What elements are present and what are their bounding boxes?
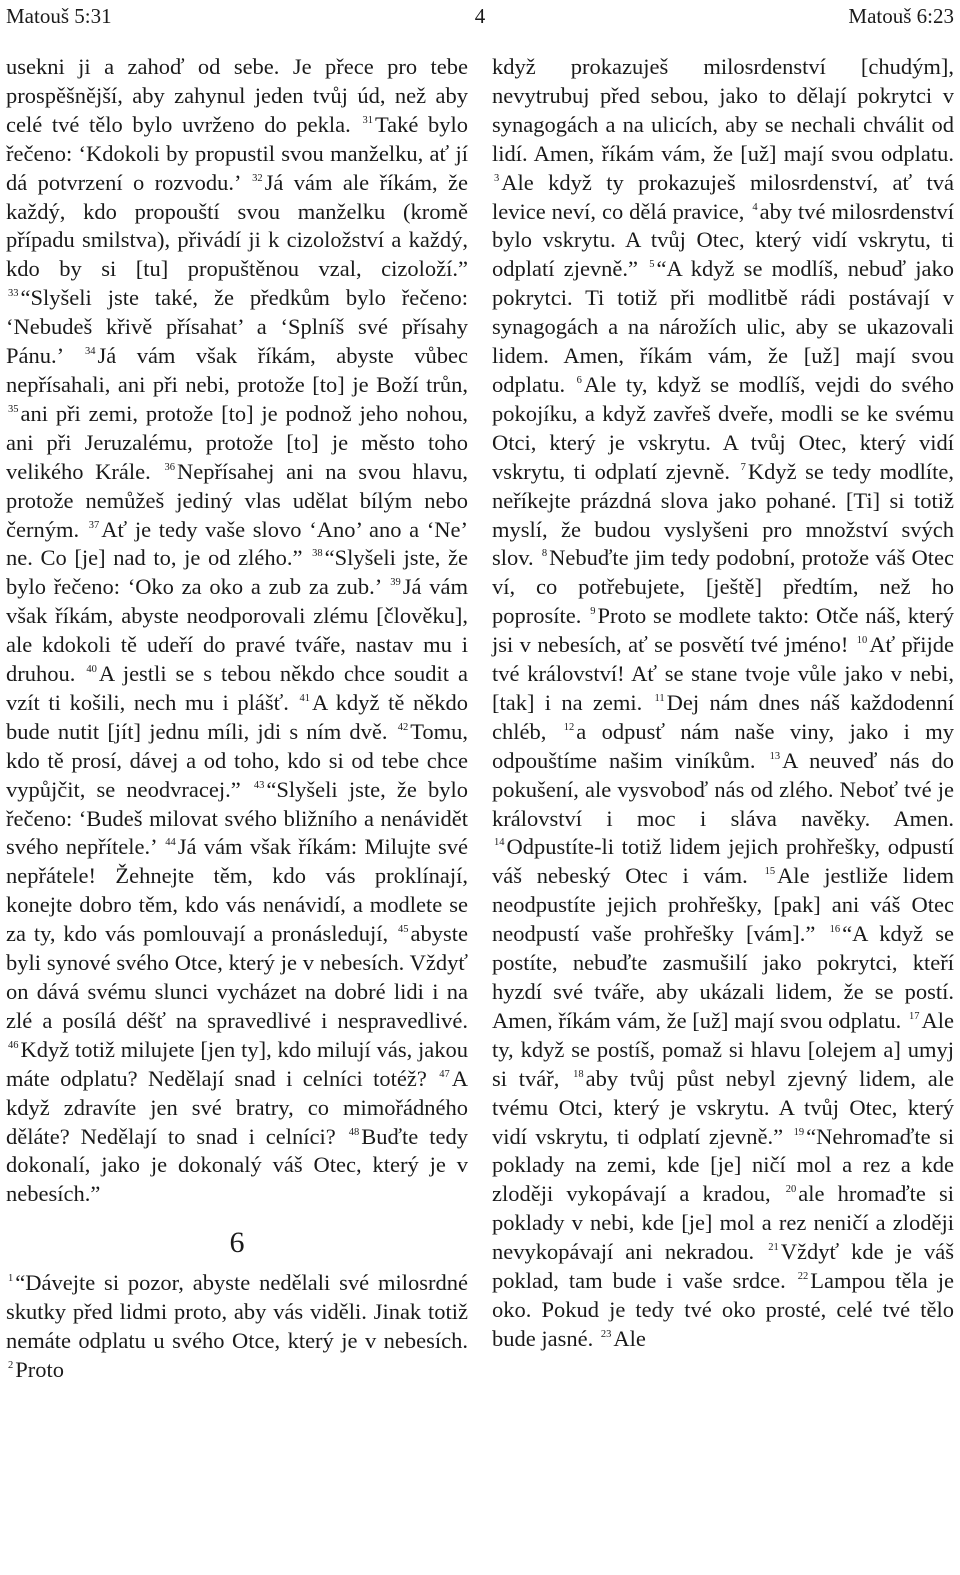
verse-text: Nebuďte jim tedy podobní, protože váš Otec ví, co potřebujete, [ještě] předtím, než ho poprosíte. bbox=[492, 545, 954, 629]
verse-text: A když zdravíte jen své bratry, co mimořádného děláte? Nedělají to snad i celníci? bbox=[6, 1065, 469, 1149]
verse-text: aby tvůj půst nebyl zjevný lidem, ale tvému Otci, který je vskrytu. A tvůj Otec, který vidí vskrytu, ti odplatí zjevně.” bbox=[492, 1065, 954, 1149]
verse-number: 36 bbox=[164, 461, 175, 473]
verse-number: 13 bbox=[769, 750, 781, 762]
verse-text: Ale když ty prokazuješ milosrdenství, ať tvá levice neví, co dělá pravice, bbox=[492, 169, 954, 224]
verse-text: Tomu, kdo tě prosí, dávej a od toho, kdo si od tebe chce vypůjčit, se neodvracej.” bbox=[6, 718, 468, 802]
verse-text: a odpusť nám naše viny, jako i my odpouštíme našim viníkům. bbox=[492, 718, 955, 773]
verse-number: 10 bbox=[856, 635, 868, 647]
verse-number: 12 bbox=[563, 721, 575, 733]
verse-number: 47 bbox=[439, 1068, 450, 1080]
verse-number: 21 bbox=[768, 1242, 779, 1254]
verse-text: Také bylo řečeno: ‘Kdokoli by propustil svou manželku, ať jí dá potvrzení o rozvodu.’ bbox=[6, 111, 469, 195]
verse-text: Já vám však říkám, abyste neodporovali zlému [člověku], ale kdokoli tě udeří do pravé tváře, nastav mu i druhou. bbox=[6, 574, 468, 687]
verse-number: 17 bbox=[909, 1010, 920, 1022]
verse-text: “Slyšeli jste, že bylo řečeno: ‘Oko za oko a zub za zub.’ bbox=[6, 545, 469, 600]
verse-number: 45 bbox=[398, 924, 409, 936]
verse-number: 2 bbox=[8, 1359, 14, 1371]
verse-text: ale hromaďte si poklady v nebi, kde [je] mol a rez neničí a zloději nevykopávají ani nekradou. bbox=[492, 1181, 955, 1265]
verse-text: “A když se modlíš, nebuď jako pokrytci. Ti totiž při modlitbě rádi postávají v synagogách a na nárožích ulic, aby se ukazovali lidem. Amen, říkám vám, že [už] mají svou odplatu. bbox=[492, 256, 954, 397]
verse-number: 19 bbox=[793, 1126, 805, 1138]
verse-number: 14 bbox=[494, 837, 505, 849]
verse-number: 39 bbox=[390, 577, 401, 589]
verse-text: Vždyť kde je váš poklad, tam bude i vaše srdce. bbox=[492, 1239, 954, 1294]
verse-number: 1 bbox=[8, 1273, 14, 1285]
verse-number: 44 bbox=[165, 837, 176, 849]
verse-number: 42 bbox=[397, 721, 409, 733]
verse-number: 4 bbox=[752, 201, 758, 213]
verse-text: Já vám ale říkám, že každý, kdo propouští svou manželku (kromě případu smilstva), přivádí ji k cizoložství a každý, kdo by si [tu] propuštěnou vzal, cizoloží.” bbox=[6, 169, 468, 282]
verse-text: Ale bbox=[613, 1325, 646, 1351]
verse-number: 35 bbox=[8, 403, 19, 415]
continuation-text: usekni ji a zahoď od sebe. Je přece pro tebe prospěšnější, aby zahynul jeden tvůj úd, než aby celé tvé tělo bylo uvrženo do pekla. bbox=[6, 54, 468, 137]
verse-text: A když tě někdo bude nutit [jít] jednu míli, jdi s ním dvě. bbox=[6, 689, 469, 744]
verse-number: 48 bbox=[348, 1126, 360, 1138]
verse-number: 20 bbox=[785, 1184, 797, 1196]
verse-number: 9 bbox=[590, 606, 596, 618]
verse-number: 6 bbox=[576, 374, 582, 386]
verse-text: aby tvé milosrdenství bylo vskrytu. A tvůj Otec, který vidí vskrytu, ti odplatí zjevně.” bbox=[492, 198, 954, 282]
verse-text: “A když se postíte, nebuďte zasmušilí jako pokrytci, kteří hyzdí své tváře, aby ukázali lidem, že se postí. Amen, říkám vám, že [už] mají svou odplatu. bbox=[492, 921, 954, 1033]
verse-text: A jestli se s tebou někdo chce soudit a vzít ti košili, nech mu i plášť. bbox=[6, 661, 468, 715]
verse-number: 34 bbox=[84, 346, 96, 358]
verse-text: Proto se modlete takto: Otče náš, který jsi v nebesích, ať se posvětí tvé jméno! bbox=[492, 603, 955, 658]
verse-number: 31 bbox=[362, 114, 373, 126]
verse-text: “Dávejte si pozor, abyste nedělali své milosrdné skutky před lidmi proto, aby vás viděli. Jinak totiž nemáte odplatu u svého Otce, který je v nebesích. bbox=[6, 1270, 468, 1354]
continuation-text: když prokazuješ milosrdenství [chudým], nevytrubuj před sebou, jako to dělají pokrytci v synagogách a na ulicích, aby se nechali chválit od lidí. Amen, říkám vám, že [už] mají svou odplatu. bbox=[492, 54, 954, 166]
verse-number: 43 bbox=[253, 779, 265, 791]
verse-text: Ale ty, když se modlíš, vejdi do svého pokojíku, a když zavřeš dveře, modli se ke svému Otci, který je vskrytu. A tvůj Otec, který vidí vskrytu, ti odplatí zjevně. bbox=[492, 371, 954, 484]
verse-text: Nepřísahej ani na svou hlavu, protože nemůžeš jediný vlas udělat bílým nebo černým. bbox=[6, 458, 468, 542]
verse-text: Ať je tedy vaše slovo ‘Ano’ ano a ‘Ne’ ne. Co [je] nad to, je od zlého.” bbox=[6, 516, 469, 571]
verse-text: Odpustíte-li totiž lidem jejich prohřešky, odpustí váš nebeský Otec i vám. bbox=[492, 834, 954, 889]
verse-text: Když se tedy modlíte, neříkejte prázdná slova jako pohané. [Ti] si totiž myslí, že budou vyslyšeni pro množství svých slov. bbox=[492, 458, 954, 571]
verse-text: Ale jestliže lidem neodpustíte jejich prohřešky, [pak] ani váš Otec neodpustí vaše prohřešky [vám].” bbox=[492, 863, 955, 947]
left-text-block bbox=[6, 53, 468, 1209]
verse-text: Já vám však říkám, abyste vůbec nepřísahali, ani při nebi, protože [to] je Boží trůn, bbox=[6, 343, 468, 397]
verse-number: 7 bbox=[740, 461, 746, 473]
verse-number: 41 bbox=[299, 692, 311, 704]
page-number: 4 bbox=[474, 4, 486, 28]
running-header-right: Matouš 6:23 bbox=[848, 4, 954, 28]
verse-text: “Slyšeli jste také, že předkům bylo řečeno: ‘Nebudeš křivě přísahat’ a ‘Splníš své přísahy Pánu.’ bbox=[6, 285, 468, 369]
verse-number: 38 bbox=[312, 548, 323, 560]
verse-text: Já vám však říkám: Milujte své nepřátele! Žehnejte těm, kdo vás proklínají, konejte dobro těm, kdo vás nenávidí, a modlete se za ty, kdo vás pomlouvají a pronásledují, bbox=[6, 834, 468, 947]
verse-number: 40 bbox=[86, 664, 97, 676]
verse-number: 23 bbox=[600, 1328, 612, 1340]
running-header-left: Matouš 5:31 bbox=[6, 4, 112, 28]
verse-number: 11 bbox=[654, 692, 665, 704]
verse-number: 3 bbox=[494, 172, 500, 184]
verse-number: 22 bbox=[797, 1271, 809, 1283]
verse-number: 32 bbox=[252, 172, 263, 184]
verse-number: 33 bbox=[8, 288, 19, 300]
verse-number: 16 bbox=[829, 924, 841, 936]
verse-text: ani při zemi, protože [to] je podnož jeho nohou, ani při Jeruzalému, protože [to] je město toho velikého Krále. bbox=[6, 400, 468, 484]
verse-text: Lampou těla je oko. Pokud je tedy tvé oko prosté, celé tvé tělo bude jasné. bbox=[492, 1268, 954, 1351]
chapter-text-block bbox=[6, 1269, 468, 1385]
chapter-heading: 6 bbox=[229, 1226, 245, 1260]
right-text-block bbox=[492, 53, 954, 1354]
verse-text: abyste byli synové svého Otce, který je v nebesích. Vždyť on dává svému slunci vycházet na dobré lidi i na zlé a posílá déšť na spravedlivé i nespravedlivé. bbox=[6, 921, 468, 1033]
verse-text: Dej nám dnes náš každodenní chléb, bbox=[492, 689, 955, 744]
verse-text: Ale ty, když se postíš, pomaž si hlavu [olejem a] umyj si tvář, bbox=[492, 1007, 954, 1091]
left-column bbox=[6, 53, 468, 1385]
verse-number: 37 bbox=[88, 519, 100, 531]
verse-text: “Nehromaďte si poklady na zemi, kde [je] ničí mol a rez a kde zloději vykopávají a kradou, bbox=[492, 1123, 954, 1207]
verse-number: 18 bbox=[573, 1068, 584, 1080]
verse-number: 8 bbox=[541, 548, 548, 560]
verse-number: 46 bbox=[8, 1039, 19, 1051]
verse-text: Buďte tedy dokonalí, jako je dokonalý váš Otec, který je v nebesích.” bbox=[6, 1123, 469, 1207]
verse-text: “Slyšeli jste, že bylo řečeno: ‘Budeš milovat svého bližního a nenávidět svého nepřítele.’ bbox=[6, 776, 469, 860]
verse-text: A neuveď nás do pokušení, ale vysvoboď nás od zlého. Neboť tvé je království i moc i sláva navěky. Amen. bbox=[492, 747, 955, 831]
verse-text: Proto bbox=[15, 1356, 65, 1382]
verse-number: 5 bbox=[649, 259, 655, 271]
right-column bbox=[492, 53, 954, 1354]
verse-number: 15 bbox=[764, 866, 776, 878]
verse-text: Když totiž milujete [jen ty], kdo milují vás, jakou máte odplatu? Nedělají snad i celníci totéž? bbox=[6, 1036, 468, 1091]
verse-text: Ať přijde tvé království! Ať se stane tvoje vůle jako v nebi, [tak] i na zemi. bbox=[492, 632, 954, 715]
